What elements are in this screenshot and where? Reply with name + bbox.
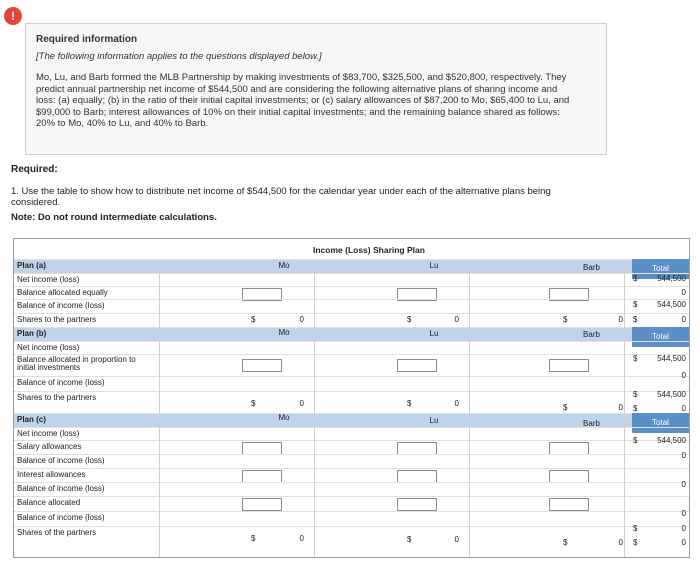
- plan-c-row-balance-2: Balance of income (loss): [14, 482, 689, 496]
- divider: [314, 259, 315, 557]
- col-total-b: Total: [632, 327, 689, 347]
- col-barb-c: Barb: [583, 419, 600, 428]
- col-lu-c: Lu: [429, 416, 439, 425]
- plan-c-mo-allocated-input[interactable]: [242, 498, 282, 511]
- info-title: Required information: [36, 34, 138, 45]
- plan-c-row-interest: Interest allowances: [14, 468, 689, 482]
- info-text: Mo, Lu, and Barb formed the MLB Partnership by making investments of $83,700, $325,500, and $520,800, respectively. They predict annual partnership net income of $544,500 and are considering the following alternative plans of sharing income and loss: (a) equally; (b) in the ratio of their initial capital investments; or (c) salary allowances of $87,200 to Mo, $65,400 to Lu, and $99,000 to Barb; interest allowances of 10% on their initial capital investments; and the remaining balance shared as follows: 20% to Mo, 40% to Lu, and 40% to Barb.: [36, 72, 570, 129]
- plan-a-row-net-income: Net income (loss): [14, 273, 689, 287]
- divider: [624, 259, 625, 557]
- plan-b-mo-allocated-input[interactable]: [242, 359, 282, 372]
- col-mo: Mo: [278, 261, 290, 270]
- col-mo-b: Mo: [278, 328, 290, 337]
- plan-b-row-net-income: Net income (loss): [14, 341, 689, 355]
- plan-a-row-balance-allocated: Balance allocated equally: [14, 286, 689, 300]
- question-text: 1. Use the table to show how to distribute net income of $544,500 for the calendar year under each of the alternative plans being considered.: [11, 186, 551, 208]
- plan-a-total-ni: 544,500: [657, 274, 686, 283]
- income-sharing-table: Income (Loss) Sharing Plan Plan (a) Mo Lu Barb Total Net income (loss) Balance allocated equally Balance of income (loss) Shares to the partners $ 544,500 0 $ 544,500 0 $ 0 $ 0 $ 0 $ Plan (b) Mo Lu Barb Total Net income (loss) Balance allocated in proportion to initial investments Balance of income (loss) Shares to the partners $ 544,500 0 $ 544,500 0 $ 0 $ 0 $ 0 $ Plan (c) Mo Lu Barb Total Net income (loss) Salary allowances Balance of income (loss) Interest allowances Balance of income (loss) Balance allocated Balance of income (loss) Shares of the partners $ 544,500 0 0 0 0 0 $ $ $ 0 $ 0 $ 0: [13, 238, 690, 558]
- col-lu-b: Lu: [429, 329, 439, 338]
- col-total-c: Total: [632, 413, 689, 433]
- required-information-box: [25, 23, 607, 155]
- plan-c-row-balance-3: Balance of income (loss): [14, 511, 689, 525]
- plan-b-row-balance-allocated: Balance allocated in proportion to initial investments: [14, 354, 689, 376]
- col-lu: Lu: [429, 261, 439, 270]
- plan-c-row-net-income: Net income (loss): [14, 427, 689, 441]
- plan-c-barb-allocated-input[interactable]: [549, 498, 589, 511]
- plan-c-row-balance-1: Balance of income (loss): [14, 454, 689, 468]
- plan-a-total-dollar: $: [633, 274, 638, 283]
- plan-a-row-shares: Shares to the partners: [14, 313, 689, 327]
- plan-b-label: Plan (b): [17, 329, 47, 338]
- plan-c-row-salary: Salary allowances: [14, 440, 689, 454]
- col-barb: Barb: [583, 263, 600, 272]
- plan-b-lu-allocated-input[interactable]: [397, 359, 437, 372]
- plan-b-barb-allocated-input[interactable]: [549, 359, 589, 372]
- col-total: Total: [632, 259, 689, 279]
- plan-c-row-balance-allocated: Balance allocated: [14, 496, 689, 510]
- plan-c-label: Plan (c): [17, 415, 46, 424]
- plan-b-row-balance: Balance of income (loss): [14, 376, 689, 390]
- plan-a-row-balance: Balance of income (loss): [14, 299, 689, 313]
- plan-c-lu-allocated-input[interactable]: [397, 498, 437, 511]
- plan-c-row-shares: Shares of the partners: [14, 526, 689, 540]
- col-barb-b: Barb: [583, 330, 600, 339]
- divider: [159, 259, 160, 557]
- divider: [469, 259, 470, 557]
- note-text: Note: Do not round intermediate calculations.: [11, 212, 217, 223]
- col-mo-c: Mo: [278, 413, 290, 422]
- plan-b-row-shares: Shares to the partners: [14, 391, 689, 405]
- info-note: [The following information applies to the questions displayed below.]: [36, 51, 322, 62]
- alert-icon: !: [4, 7, 22, 25]
- plan-a-label: Plan (a): [17, 261, 46, 270]
- required-title: Required:: [11, 164, 58, 175]
- table-title: Income (Loss) Sharing Plan: [313, 245, 425, 255]
